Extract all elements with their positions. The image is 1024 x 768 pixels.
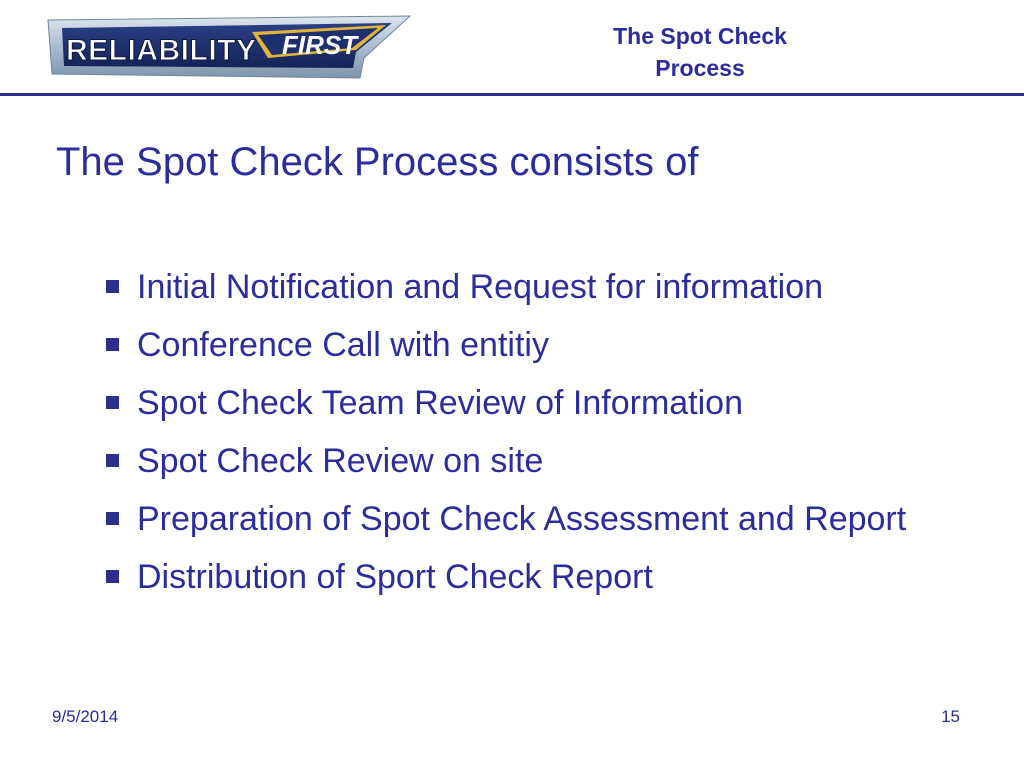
bullet-text: Spot Check Review on site: [137, 442, 544, 480]
bullet-text: Preparation of Spot Check Assessment and Report: [137, 500, 907, 538]
square-bullet-icon: [106, 338, 119, 351]
bullet-text: Distribution of Sport Check Report: [137, 558, 653, 596]
slide-heading: The Spot Check Process consists of: [56, 140, 699, 184]
bullet-item: [106, 381, 966, 425]
logo-text-main: RELIABILITY: [66, 34, 257, 67]
header-title-line1: The Spot Check: [613, 23, 787, 49]
bullet-text: Spot Check Team Review of Information: [137, 384, 743, 422]
bullet-text: Conference Call with entitiy: [137, 326, 549, 364]
square-bullet-icon: [106, 454, 119, 467]
bullet-list: [106, 265, 966, 613]
square-bullet-icon: [106, 512, 119, 525]
square-bullet-icon: [106, 570, 119, 583]
footer-date: 9/5/2014: [52, 707, 119, 726]
bullet-item: [106, 555, 966, 599]
square-bullet-icon: [106, 280, 119, 293]
bullet-text: Initial Notification and Request for information: [137, 268, 824, 306]
square-bullet-icon: [106, 396, 119, 409]
header-title-line2: Process: [655, 55, 745, 81]
header-title: [560, 20, 840, 84]
page-number: 15: [941, 707, 960, 726]
bullet-item: [106, 265, 966, 309]
bullet-item: [106, 439, 966, 483]
bullet-item: [106, 323, 966, 367]
logo-text-accent: FIRST: [282, 30, 358, 60]
header-divider: [0, 93, 1024, 96]
reliabilityfirst-logo: [44, 14, 416, 80]
bullet-item: [106, 497, 966, 541]
